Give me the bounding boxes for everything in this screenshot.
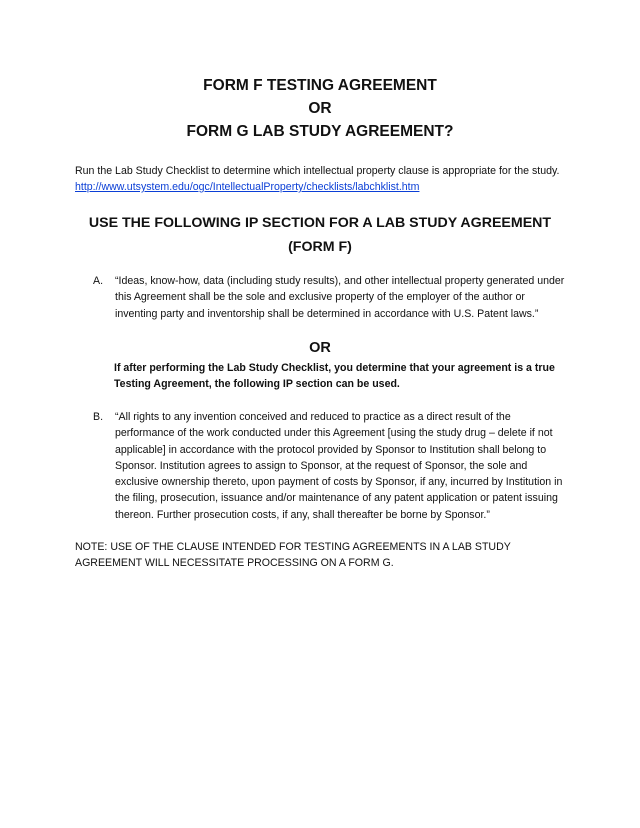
processing-note: NOTE: USE OF THE CLAUSE INTENDED FOR TESTING AGREEMENTS IN A LAB STUDY AGREEMENT WILL NECESSITATE PROCESSING ON A FORM G. xyxy=(75,541,511,570)
section-heading-line2: (FORM F) xyxy=(288,239,352,255)
section-heading-line1: USE THE FOLLOWING IP SECTION FOR A LAB STUDY AGREEMENT xyxy=(88,215,552,231)
clause-b xyxy=(93,409,568,523)
title-line-form-g: FORM G LAB STUDY AGREEMENT? xyxy=(186,123,454,140)
document-title xyxy=(0,74,640,143)
instruction-text: If after performing the Lab Study Checklist, you determine that your agreement is a true Testing Agreement, the following IP section can be used. xyxy=(114,362,555,391)
intro-paragraph xyxy=(75,163,575,195)
title-line-or: OR xyxy=(308,100,332,117)
clause-a xyxy=(93,273,568,322)
clause-b-text: “All rights to any invention conceived and reduced to practice as a direct result of the performance of the work conducted under this Agreement [using the study drug – delete if not applicable] in accordance with the protocol provided by Sponsor to Institution shall belong to Sponsor. Institution agrees to assign to Sponsor, at the request of Sponsor, the sole and exclusive ownership thereto, upon payment of costs by Sponsor, if any, incurred by Institution in the filing, prosecution, issuance and/or maintenance of any patent application or patent issuing thereon. Further prosecution costs, if any, shall thereafter be borne by Sponsor.” xyxy=(115,411,563,521)
title-line-form-f: FORM F TESTING AGREEMENT xyxy=(203,77,437,94)
clause-a-text: “Ideas, know-how, data (including study results), and other intellectual property generated under this Agreement shall be the sole and exclusive property of the employer of the author or inventing party and inventorship shall be determined in accordance with U.S. Patent laws.” xyxy=(115,275,565,320)
or-separator: OR xyxy=(309,340,331,356)
section-heading xyxy=(0,211,640,259)
checklist-link[interactable]: http://www.utsystem.edu/ogc/IntellectualProperty/checklists/labchklist.htm xyxy=(75,181,420,193)
intro-text: Run the Lab Study Checklist to determine which intellectual property clause is appropriate for the study. xyxy=(75,165,560,177)
clause-b-marker: B. xyxy=(93,411,104,423)
clause-a-marker: A. xyxy=(93,275,104,287)
